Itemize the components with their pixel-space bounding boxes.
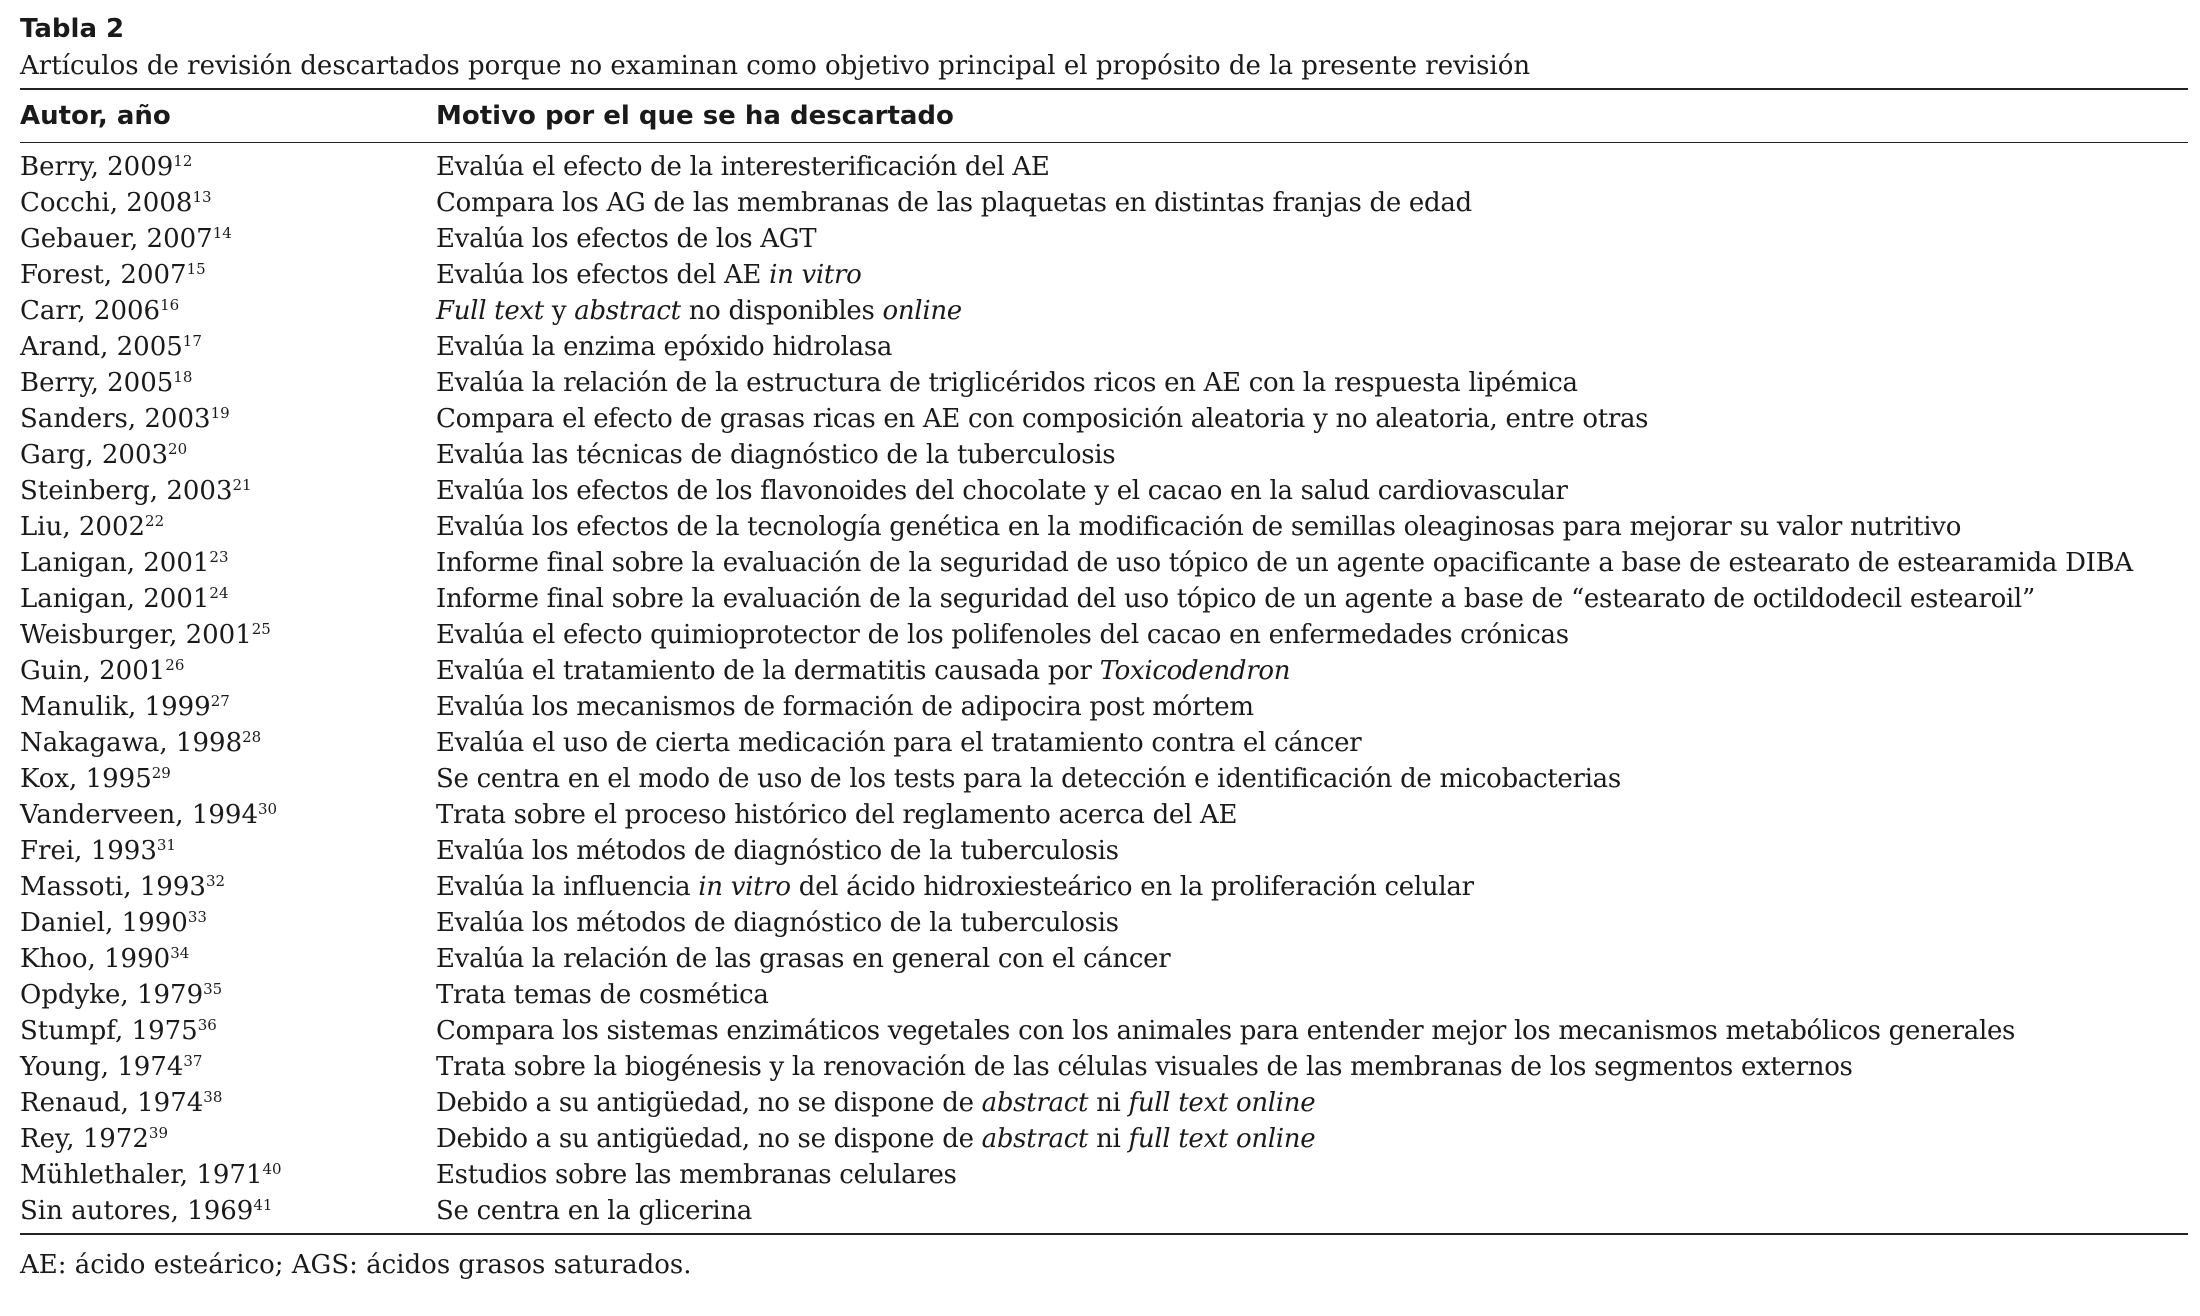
author-text: Stumpf, 1975 [20,1016,198,1046]
cell-author [20,1160,436,1190]
table-row [20,653,2188,689]
reference-number: 29 [151,764,171,782]
reason-segment: Compara los AG de las membranas de las plaquetas en distintas franjas de edad [436,188,1472,218]
cell-reason [436,296,2188,326]
author-text: Liu, 2002 [20,512,146,542]
author-text: Lanigan, 2001 [20,584,210,614]
reference-number: 25 [251,620,271,638]
table-row [20,1013,2188,1049]
reference-number: 12 [173,152,193,170]
author-text: Weisburger, 2001 [20,620,252,650]
reason-segment: Trata sobre la biogénesis y la renovación de las células visuales de las membranas de los segmentos externos [436,1052,1853,1082]
author-text: Young, 1974 [20,1052,184,1082]
cell-author [20,584,436,614]
reason-segment: Evalúa el tratamiento de la dermatitis causada por [436,656,1100,686]
reference-number: 18 [173,368,193,386]
reason-segment: Se centra en la glicerina [436,1196,752,1226]
table-row [20,329,2188,365]
reason-segment: Debido a su antigüedad, no se dispone de [436,1088,982,1118]
cell-author [20,1052,436,1082]
reference-number: 15 [186,260,206,278]
reference-number: 40 [262,1160,282,1178]
table-row [20,869,2188,905]
cell-reason [436,584,2188,614]
reason-segment: in vitro [698,872,791,902]
table-row [20,401,2188,437]
table-row [20,1049,2188,1085]
cell-reason [436,1196,2188,1226]
reason-segment: in vitro [769,260,862,290]
author-text: Berry, 2009 [20,152,174,182]
reference-number: 14 [212,224,232,242]
reason-segment: abstract [574,296,681,326]
cell-reason [436,620,2188,650]
author-text: Frei, 1993 [20,836,157,866]
reference-number: 26 [165,656,185,674]
reason-segment: Evalúa los efectos de los flavonoides del chocolate y el cacao en la salud cardiovascular [436,476,1568,506]
table-row [20,833,2188,869]
cell-author [20,764,436,794]
author-text: Renaud, 1974 [20,1088,204,1118]
cell-reason [436,872,2188,902]
reason-segment: Evalúa el uso de cierta medicación para el tratamiento contra el cáncer [436,728,1362,758]
cell-author [20,1196,436,1226]
reference-number: 33 [187,908,207,926]
table-row [20,581,2188,617]
reason-segment: Toxicodendron [1099,656,1291,686]
reference-number: 41 [253,1196,273,1214]
table-row [20,257,2188,293]
reason-segment: Evalúa la enzima epóxido hidrolasa [436,332,893,362]
cell-reason [436,1052,2188,1082]
table-footnote: AE: ácido esteárico; AGS: ácidos grasos saturados. [20,1250,692,1280]
cell-reason [436,548,2188,578]
cell-reason [436,440,2188,470]
table-row [20,509,2188,545]
reason-segment: Trata temas de cosmética [436,980,769,1010]
cell-author [20,332,436,362]
author-text: Forest, 2007 [20,260,187,290]
reason-segment: Full text [436,296,544,326]
cell-author [20,296,436,326]
table-row [20,1121,2188,1157]
cell-reason [436,188,2188,218]
cell-reason [436,728,2188,758]
cell-reason [436,980,2188,1010]
cell-reason [436,404,2188,434]
reason-segment: Evalúa los métodos de diagnóstico de la tuberculosis [436,836,1119,866]
reference-number: 35 [203,980,223,998]
author-text: Rey, 1972 [20,1124,149,1154]
reason-segment: Evalúa la relación de las grasas en general con el cáncer [436,944,1171,974]
reference-number: 24 [209,584,229,602]
reference-number: 13 [192,188,212,206]
cell-author [20,1088,436,1118]
cell-author [20,368,436,398]
author-text: Carr, 2006 [20,296,161,326]
table-row [20,1193,2188,1229]
author-text: Opdyke, 1979 [20,980,204,1010]
author-text: Lanigan, 2001 [20,548,210,578]
author-text: Garg, 2003 [20,440,169,470]
cell-author [20,908,436,938]
reference-number: 32 [205,872,226,890]
cell-reason [436,764,2188,794]
table-row [20,797,2188,833]
table-row [20,185,2188,221]
cell-reason [436,836,2188,866]
reason-segment: Evalúa el efecto quimioprotector de los polifenoles del cacao en enfermedades crónicas [436,620,1569,650]
reason-segment: full text online [1128,1088,1316,1118]
table-row [20,977,2188,1013]
cell-reason [436,476,2188,506]
reference-number: 28 [242,728,262,746]
cell-author [20,224,436,254]
cell-reason [436,1088,2188,1118]
reference-number: 16 [160,296,180,314]
table-row [20,365,2188,401]
reference-number: 36 [197,1016,217,1034]
cell-reason [436,692,2188,722]
cell-author [20,692,436,722]
reference-number: 22 [145,512,165,530]
cell-author [20,620,436,650]
table-title: Tabla 2 [20,14,125,44]
reason-segment: abstract [981,1088,1089,1118]
table-row [20,545,2188,581]
table-body [20,143,2188,1233]
cell-author [20,476,436,506]
table-row [20,725,2188,761]
reason-segment: Trata sobre el proceso histórico del reglamento acerca del AE [436,800,1238,830]
reference-number: 23 [209,548,229,566]
author-text: Daniel, 1990 [20,908,188,938]
reason-segment: Evalúa la influencia [436,872,699,902]
reason-segment: Debido a su antigüedad, no se dispone de [436,1124,982,1154]
reason-segment: del ácido hidroxiesteárico en la proliferación celular [790,872,1474,902]
table-row [20,149,2188,185]
cell-author [20,440,436,470]
author-text: Massoti, 1993 [20,872,206,902]
cell-reason [436,1124,2188,1154]
table-row [20,473,2188,509]
table-row [20,437,2188,473]
cell-author [20,1016,436,1046]
reason-segment: Evalúa los métodos de diagnóstico de la tuberculosis [436,908,1119,938]
author-text: Guin, 2001 [20,656,166,686]
author-text: Sanders, 2003 [20,404,211,434]
author-text: Manulik, 1999 [20,692,211,722]
reason-segment: Evalúa la relación de la estructura de triglicéridos ricos en AE con la respuesta lipémica [436,368,1578,398]
table-row [20,761,2188,797]
table-row [20,221,2188,257]
reason-segment: Informe final sobre la evaluación de la seguridad de uso tópico de un agente opacificante a base de estearato de estearamida DIBA [436,548,2133,578]
cell-author [20,980,436,1010]
cell-author [20,728,436,758]
reason-segment: ni [1088,1124,1129,1154]
header-author: Autor, año [20,101,171,131]
table-row [20,617,2188,653]
table-row [20,293,2188,329]
reason-segment: abstract [981,1124,1089,1154]
reason-segment: Informe final sobre la evaluación de la seguridad del uso tópico de un agente a base de “estearato de octildodecil estearoil” [436,584,2035,614]
author-text: Cocchi, 2008 [20,188,193,218]
table-header [20,90,2188,142]
reason-segment: Compara el efecto de grasas ricas en AE con composición aleatoria y no aleatoria, entre otras [436,404,1649,434]
reason-segment: Evalúa el efecto de la interesterificación del AE [436,152,1050,182]
bottom-rule [20,1233,2188,1235]
cell-reason [436,368,2188,398]
cell-author [20,1124,436,1154]
cell-reason [436,224,2188,254]
cell-author [20,836,436,866]
reference-number: 17 [182,332,202,350]
reference-number: 27 [210,692,230,710]
reason-segment: Estudios sobre las membranas celulares [436,1160,957,1190]
author-text: Berry, 2005 [20,368,174,398]
reason-segment: Evalúa las técnicas de diagnóstico de la tuberculosis [436,440,1116,470]
cell-reason [436,1016,2188,1046]
cell-author [20,260,436,290]
table-container [20,8,2188,1283]
table-row [20,905,2188,941]
cell-reason [436,152,2188,182]
cell-reason [436,260,2188,290]
cell-author [20,944,436,974]
cell-author [20,404,436,434]
reason-segment: Compara los sistemas enzimáticos vegetales con los animales para entender mejor los mecanismos metabólicos generales [436,1016,2016,1046]
reason-segment: no disponibles [680,296,883,326]
cell-reason [436,512,2188,542]
cell-author [20,548,436,578]
reference-number: 34 [170,944,190,962]
author-text: Vanderveen, 1994 [20,800,258,830]
reference-number: 20 [168,440,188,458]
reason-segment: Evalúa los efectos de los AGT [436,224,817,254]
cell-reason [436,800,2188,830]
reference-number: 37 [183,1052,203,1070]
cell-reason [436,1160,2188,1190]
reference-number: 21 [232,476,252,494]
cell-author [20,872,436,902]
author-text: Steinberg, 2003 [20,476,233,506]
cell-reason [436,944,2188,974]
author-text: Gebauer, 2007 [20,224,213,254]
reason-segment: Evalúa los mecanismos de formación de adipocira post mórtem [436,692,1254,722]
cell-author [20,512,436,542]
reason-segment: ni [1088,1088,1129,1118]
cell-reason [436,908,2188,938]
author-text: Arand, 2005 [20,332,183,362]
reason-segment: y [543,296,575,326]
cell-author [20,188,436,218]
reference-number: 19 [210,404,230,422]
author-text: Khoo, 1990 [20,944,171,974]
author-text: Mühlethaler, 1971 [20,1160,263,1190]
reference-number: 38 [203,1088,223,1106]
header-reason: Motivo por el que se ha descartado [436,101,954,131]
cell-author [20,800,436,830]
reference-number: 31 [156,836,176,854]
table-row [20,941,2188,977]
author-text: Nakagawa, 1998 [20,728,243,758]
cell-reason [436,656,2188,686]
author-text: Sin autores, 1969 [20,1196,254,1226]
reference-number: 30 [258,800,278,818]
cell-author [20,152,436,182]
reason-segment: full text online [1128,1124,1316,1154]
reason-segment: online [882,296,962,326]
table-row [20,689,2188,725]
reason-segment: Evalúa los efectos de la tecnología genética en la modificación de semillas oleaginosas para mejorar su valor nutritivo [436,512,1962,542]
table-row [20,1085,2188,1121]
author-text: Kox, 1995 [20,764,152,794]
reference-number: 39 [148,1124,168,1142]
table-caption: Artículos de revisión descartados porque no examinan como objetivo principal el propósito de la presente revisión [20,51,1531,81]
reason-segment: Se centra en el modo de uso de los tests para la detección e identificación de micobacterias [436,764,1621,794]
cell-reason [436,332,2188,362]
reason-segment: Evalúa los efectos del AE [436,260,770,290]
table-row [20,1157,2188,1193]
cell-author [20,656,436,686]
